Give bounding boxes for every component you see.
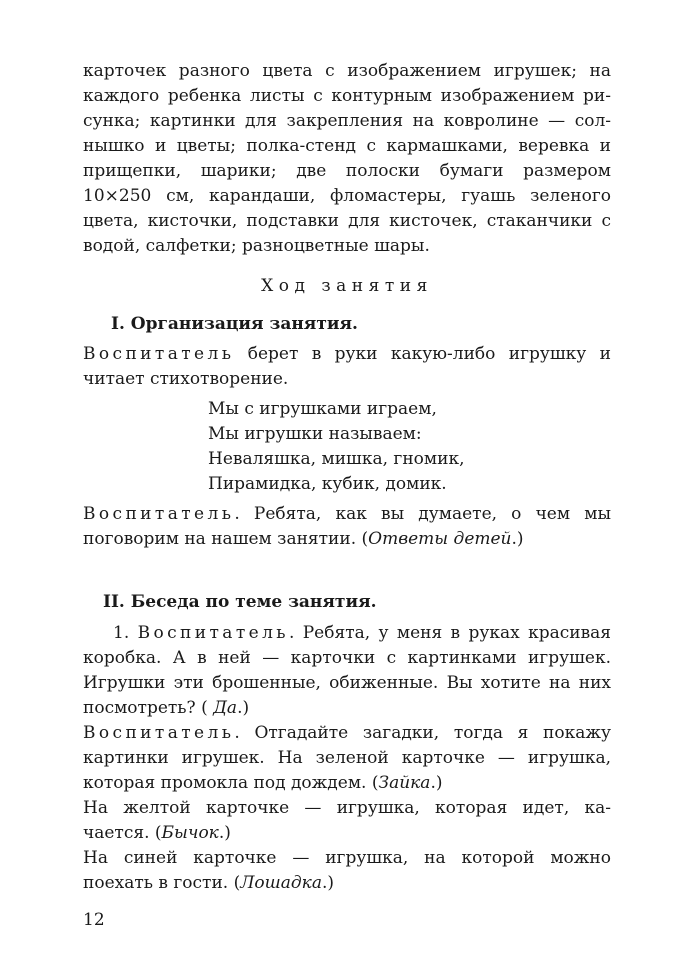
page-number: 12 [83,910,105,930]
text-run: поговорим на нашем занятии. ( [83,529,369,549]
text-run: . Отгадайте загадки, тогда я покажу [234,723,611,743]
intro-line: нышко и цветы; полка-стенд с кармашками, веревка и [83,136,611,156]
italic-answer: Лошадка [240,873,322,893]
text-run: поехать в гости. ( [83,873,241,893]
paragraph-line: коробка. А в ней — карточки с картинками игрушек. [83,648,611,668]
text-run: посмотреть? ( [83,698,214,718]
lesson-title: Ход занятия [261,276,433,296]
speaker-label: Воспитатель [83,504,235,524]
text-run: чается. ( [83,823,162,843]
paragraph-line [83,698,611,718]
poem-line: Пирамидка, кубик, домик. [208,474,447,494]
text-run: . Ребята, у меня в руках красивая [288,623,611,643]
intro-line: каждого ребенка листы с контурным изображением ри- [83,86,611,106]
paragraph-line [83,723,611,743]
text-run: . Ребята, как вы думаете, о чем мы [234,504,611,524]
paragraph-line [83,773,611,793]
paragraph-line: Игрушки эти брошенные, обиженные. Вы хотите на них [83,673,611,693]
poem-line: Неваляшка, мишка, гномик, [208,449,465,469]
text-run: берет в руки какую-либо игрушку и [234,344,611,364]
italic-answer: Ответы детей [368,529,512,549]
poem-line: Мы игрушки называем: [208,424,422,444]
intro-line: прищепки, шарики; две полоски бумаги размером [83,161,611,181]
italic-answer: Зайка [378,773,431,793]
section-heading: II. Беседа по теме занятия. [103,592,377,612]
paragraph-line: картинки игрушек. На зеленой карточке — игрушка, [83,748,611,768]
paragraph-line [83,504,611,524]
section-heading: I. Организация занятия. [111,314,358,334]
paragraph-line: читает стихотворение. [83,369,289,389]
text-run: .) [430,773,443,793]
text-run: .) [321,873,335,893]
poem-line: Мы с игрушками играем, [208,399,437,419]
intro-line: 10×250 см, карандаши, фломастеры, гуашь зеленого [83,186,611,206]
text-run: которая промокла под дождем. ( [83,773,379,793]
paragraph-line [83,873,611,893]
intro-line: карточек разного цвета с изображением игрушек; на [83,61,611,81]
italic-answer: Бычок [161,823,219,843]
paragraph-line: На желтой карточке — игрушка, которая идет, ка- [83,798,611,818]
intro-line: водой, салфетки; разноцветные шары. [83,236,430,256]
item-number: 1. [113,623,138,643]
paragraph-line [83,623,611,643]
italic-answer: Да [213,698,238,718]
speaker-label: Воспитатель [137,623,289,643]
text-run: .) [218,823,231,843]
text-run: .) [237,698,250,718]
paragraph-line: На синей карточке — игрушка, на которой можно [83,848,611,868]
speaker-label: Воспитатель [83,723,235,743]
paragraph-line [83,344,611,364]
paragraph-line [83,529,611,549]
text-run: .) [511,529,524,549]
paragraph-line [83,823,611,843]
intro-line: сунка; картинки для закрепления на ковролине — сол- [83,111,611,131]
speaker-label: Воспитатель [83,344,235,364]
intro-line: цвета, кисточки, подставки для кисточек, стаканчики с [83,211,611,231]
